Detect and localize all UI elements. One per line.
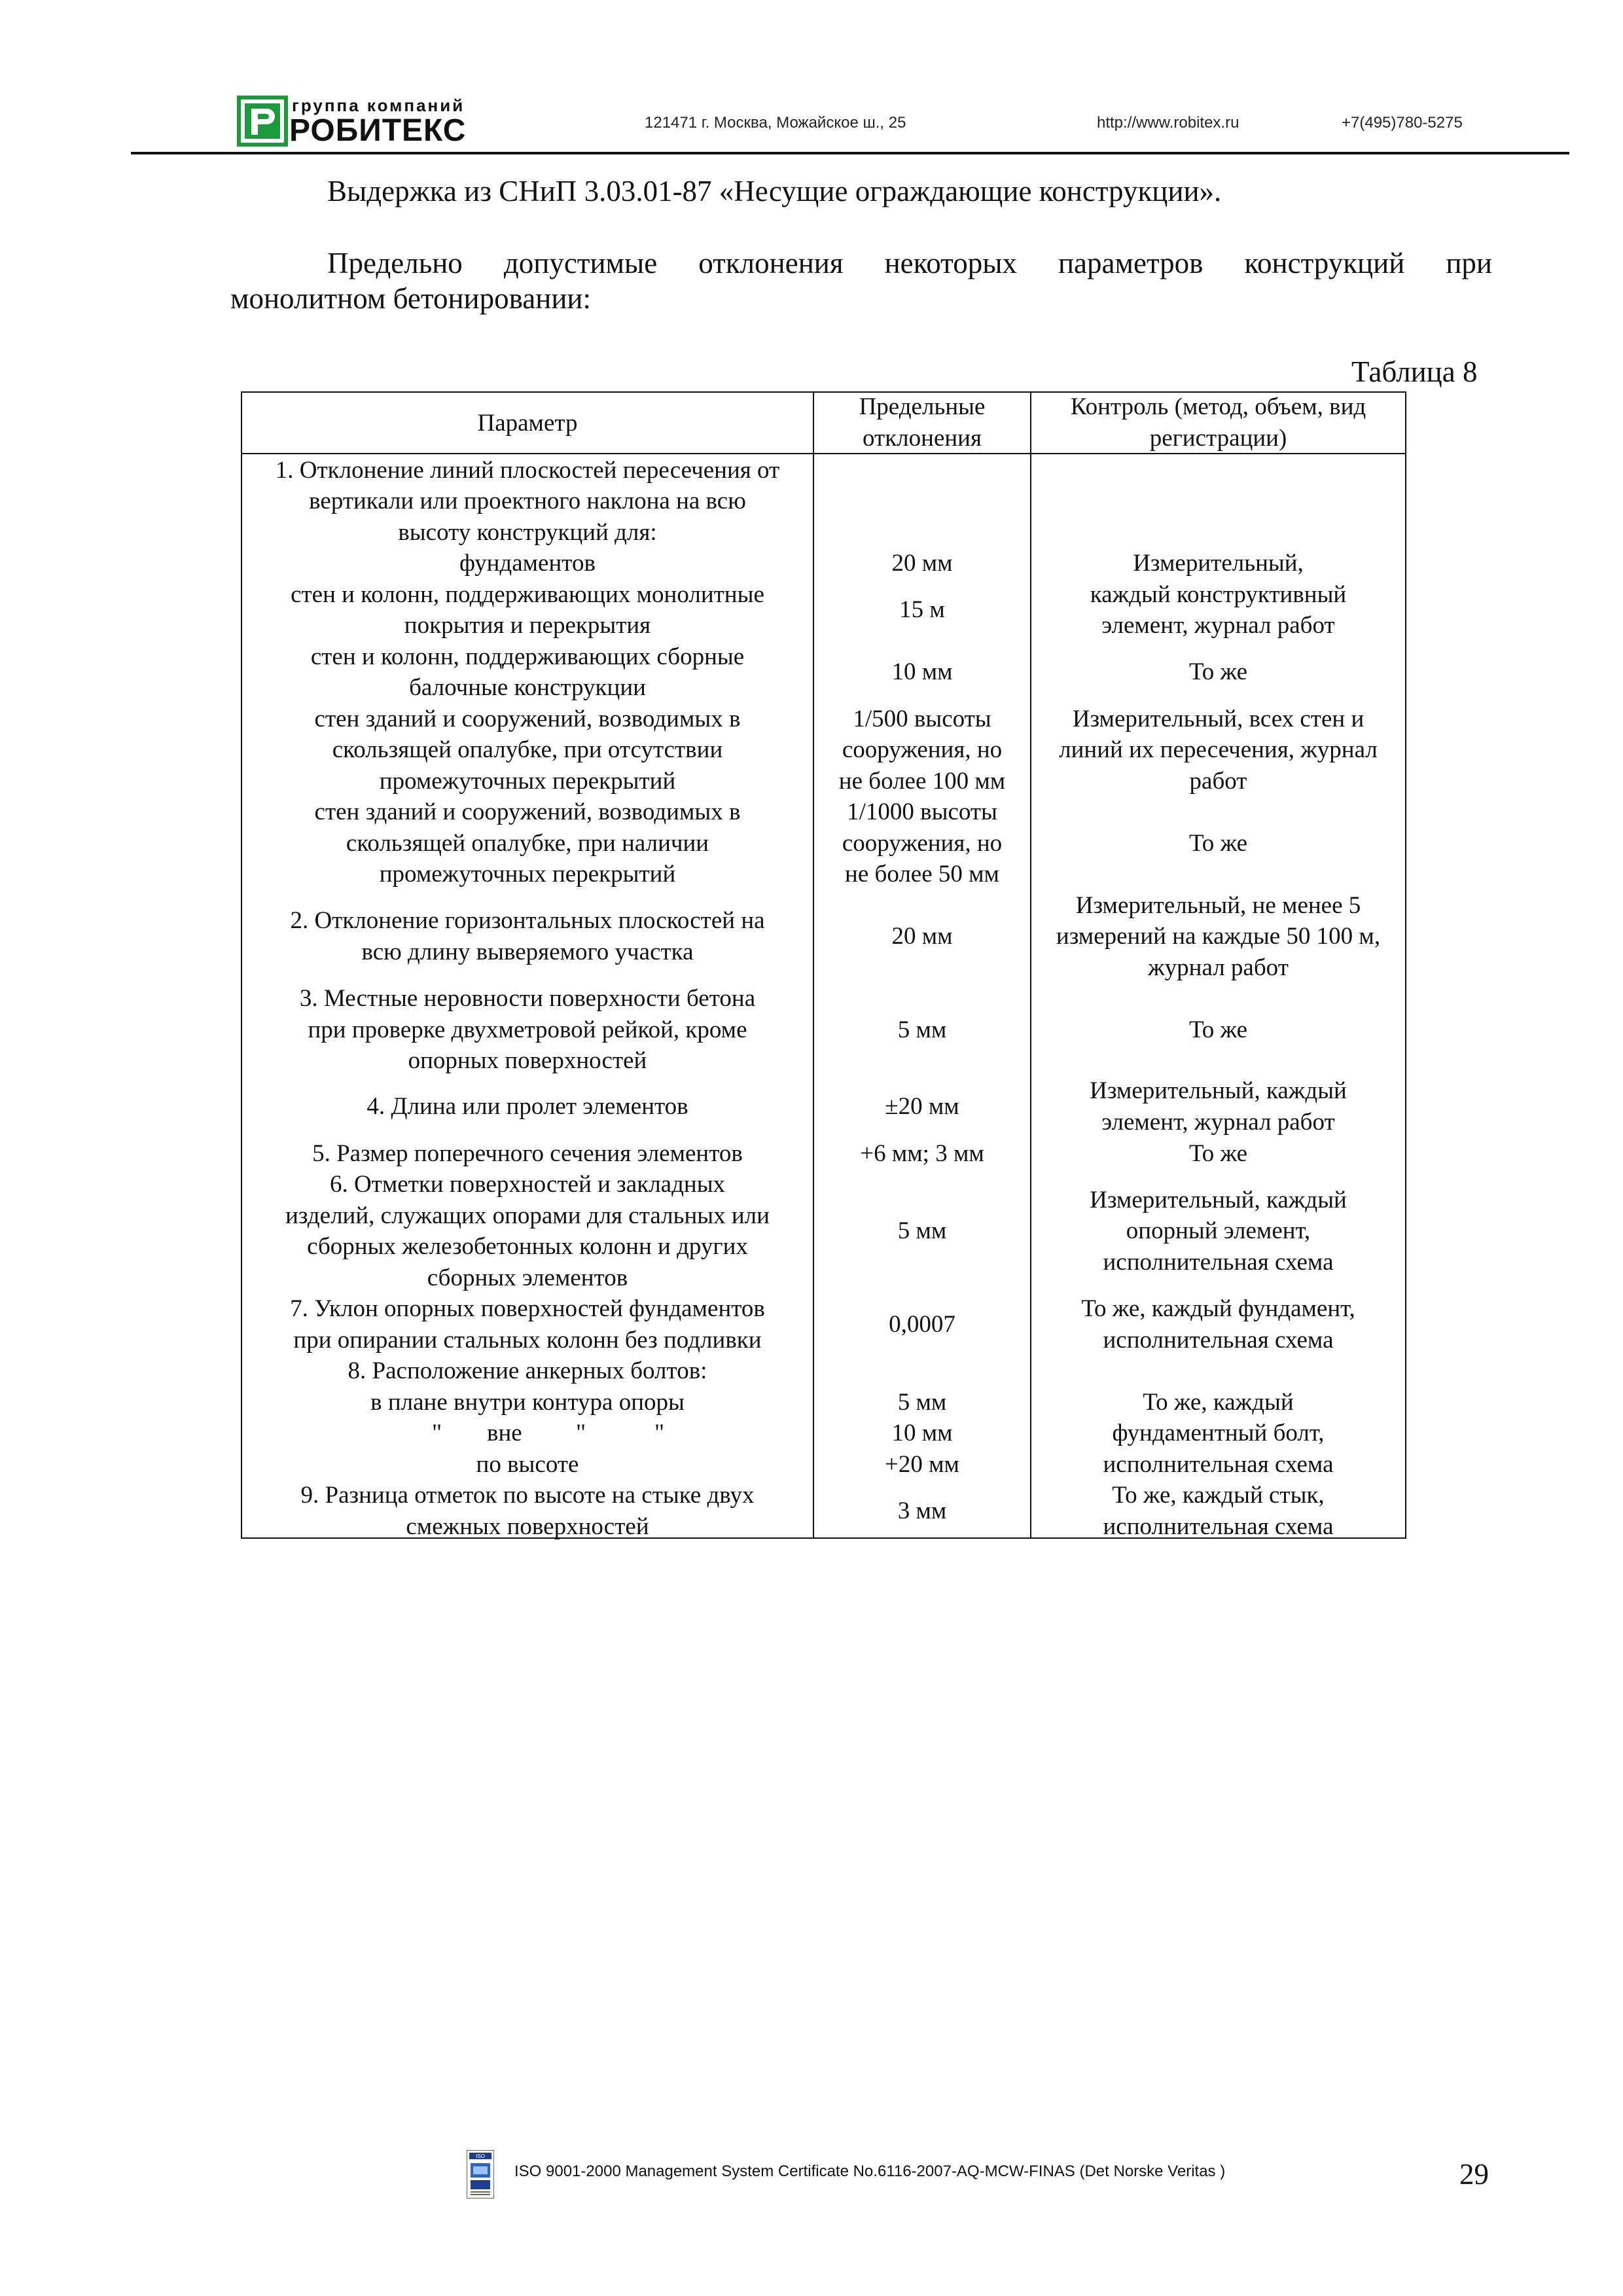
row1e-value: сооружения, но [842, 830, 1003, 857]
logo-tagline: группа компаний [292, 96, 465, 115]
intro-text-line-1: Предельно допустимые отклонения некоторых параметров конструкций при [327, 247, 1492, 279]
row2-control: журнал работ [1148, 954, 1289, 981]
row6-param: изделий, служащих опорами для стальных или [285, 1202, 770, 1229]
row1a-param: фундаментов [459, 550, 596, 577]
row1e-param: стен зданий и сооружений, возводимых в [314, 798, 741, 825]
row1d-value: сооружения, но [842, 736, 1003, 763]
row3-param: при проверке двухметровой рейкой, кроме [308, 1016, 747, 1043]
excerpt-title: Выдержка из СНиП 3.03.01-87 «Несущие ограждающие конструкции». [327, 175, 1222, 207]
row1b-control: элемент, журнал работ [1101, 612, 1335, 639]
row7-control: То же, каждый фундамент, [1081, 1295, 1355, 1322]
row8-value: +20 мм [885, 1451, 959, 1478]
row4-param: 4. Длина или пролет элементов [366, 1093, 688, 1120]
row7-control: исполнительная схема [1103, 1327, 1334, 1354]
logo-wordmark: РОБИТЕКС [289, 113, 467, 148]
header-deviation: Предельные [859, 393, 986, 420]
row6-control: Измерительный, каждый [1090, 1187, 1347, 1213]
certification-logo-icon [467, 2150, 494, 2198]
row9-param: 9. Разница отметок по высоте на стыке двух [300, 1482, 755, 1509]
row7-param: 7. Уклон опорных поверхностей фундаментов [290, 1295, 765, 1322]
row8-param: в плане внутри контура опоры [370, 1389, 685, 1416]
company-phone: +7(495)780-5275 [1342, 114, 1463, 132]
row1c-control: То же [1188, 658, 1248, 685]
row8-control: То же, каждый [1143, 1389, 1294, 1416]
header-control: регистрации) [1149, 425, 1287, 452]
row1-param: 1. Отклонение линий плоскостей пересечения от [275, 457, 780, 484]
row6-control: исполнительная схема [1103, 1249, 1334, 1276]
company-website-link[interactable]: http://www.robitex.ru [1097, 114, 1240, 132]
row5-control: То же [1188, 1140, 1248, 1167]
row1d-value: не более 100 мм [838, 768, 1006, 795]
row3-param: 3. Местные неровности поверхности бетона [299, 985, 756, 1012]
row9-control: исполнительная схема [1103, 1513, 1334, 1540]
row3-control: То же [1188, 1016, 1248, 1043]
row8-value: 5 мм [897, 1389, 947, 1416]
header-deviation: отклонения [863, 425, 982, 452]
row8-control: фундаментный болт, [1112, 1420, 1325, 1446]
row7-value: 0,0007 [889, 1311, 955, 1338]
row8-control: исполнительная схема [1103, 1451, 1334, 1478]
row1c-param: балочные конструкции [409, 674, 646, 701]
row1d-param: стен зданий и сооружений, возводимых в [314, 706, 741, 732]
row8-param-ditto: " [432, 1420, 442, 1446]
row4-control: элемент, журнал работ [1101, 1109, 1335, 1136]
row1d-control: линий их пересечения, журнал [1059, 736, 1378, 763]
row1e-control: То же [1188, 830, 1248, 857]
row2-param: всю длину выверяемого участка [361, 939, 694, 965]
row6-value: 5 мм [897, 1217, 947, 1244]
row1a-control: Измерительный, [1133, 550, 1304, 577]
row1c-param: стен и колонн, поддерживающих сборные [310, 643, 745, 670]
company-logo-icon [237, 96, 288, 147]
row2-control: измерений на каждые 50 100 м, [1056, 923, 1381, 950]
row8-param-ditto: " [654, 1420, 665, 1446]
row9-value: 3 мм [897, 1498, 947, 1524]
row1d-control: работ [1189, 768, 1247, 795]
row7-param: при опирании стальных колонн без подливки [293, 1327, 762, 1354]
row8-param: 8. Расположение анкерных болтов: [348, 1357, 707, 1384]
row5-value: +6 мм; 3 мм [860, 1140, 984, 1167]
page-number: 29 [1459, 2158, 1489, 2191]
row1c-value: 10 мм [891, 658, 953, 685]
row6-control: опорный элемент, [1126, 1217, 1311, 1244]
row8-param: вне [487, 1420, 522, 1446]
row4-control: Измерительный, каждый [1090, 1077, 1347, 1104]
row1d-control: Измерительный, всех стен и [1072, 706, 1364, 732]
row3-value: 5 мм [897, 1016, 947, 1043]
row3-param: опорных поверхностей [408, 1047, 647, 1074]
row6-param: 6. Отметки поверхностей и закладных [329, 1171, 726, 1198]
row8-param: по высоте [476, 1451, 579, 1478]
row5-param: 5. Размер поперечного сечения элементов [312, 1140, 743, 1167]
row2-value: 20 мм [891, 923, 953, 950]
row1b-control: каждый конструктивный [1090, 581, 1347, 608]
row1-param: вертикали или проектного наклона на всю [309, 488, 746, 514]
row2-param: 2. Отклонение горизонтальных плоскостей на [290, 907, 765, 934]
row1b-param: покрытия и перекрытия [404, 612, 651, 639]
row1b-param: стен и колонн, поддерживающих монолитные [291, 581, 764, 608]
row1-param: высоту конструкций для: [398, 519, 657, 546]
row1a-value: 20 мм [891, 550, 953, 577]
row8-param-ditto: " [576, 1420, 586, 1446]
row1e-value: 1/1000 высоты [847, 798, 997, 825]
row2-control: Измерительный, не менее 5 [1075, 892, 1361, 919]
row6-param: сборных элементов [427, 1265, 628, 1291]
row4-value: ±20 мм [885, 1093, 959, 1120]
row1e-param: скользящей опалубке, при наличии [346, 830, 709, 857]
header-divider [131, 152, 1569, 154]
row9-control: То же, каждый стык, [1112, 1482, 1325, 1509]
header-control: Контроль (метод, объем, вид [1070, 393, 1366, 420]
cert-logo-iso-text: ISO [476, 2153, 485, 2159]
row1d-param: промежуточных перекрытий [379, 768, 676, 795]
row8-value: 10 мм [891, 1420, 953, 1446]
row1d-param: скользящей опалубке, при отсутствии [332, 736, 723, 763]
row9-param: смежных поверхностей [406, 1513, 649, 1540]
row1e-param: промежуточных перекрытий [379, 861, 676, 888]
row6-param: сборных железобетонных колонн и других [307, 1233, 748, 1260]
row1d-value: 1/500 высоты [853, 706, 991, 732]
row1b-value: 15 м [899, 596, 945, 623]
table-label: Таблица 8 [1351, 355, 1478, 388]
intro-text-line-2: монолитном бетонировании: [230, 282, 592, 315]
header-param: Параметр [477, 410, 578, 437]
company-address: 121471 г. Москва, Можайское ш., 25 [645, 114, 906, 132]
row1e-value: не более 50 мм [845, 861, 999, 888]
certificate-text: ISO 9001-2000 Management System Certificate No.6116-2007-AQ-MCW-FINAS (Det Norske Veritas ) [514, 2162, 1226, 2180]
